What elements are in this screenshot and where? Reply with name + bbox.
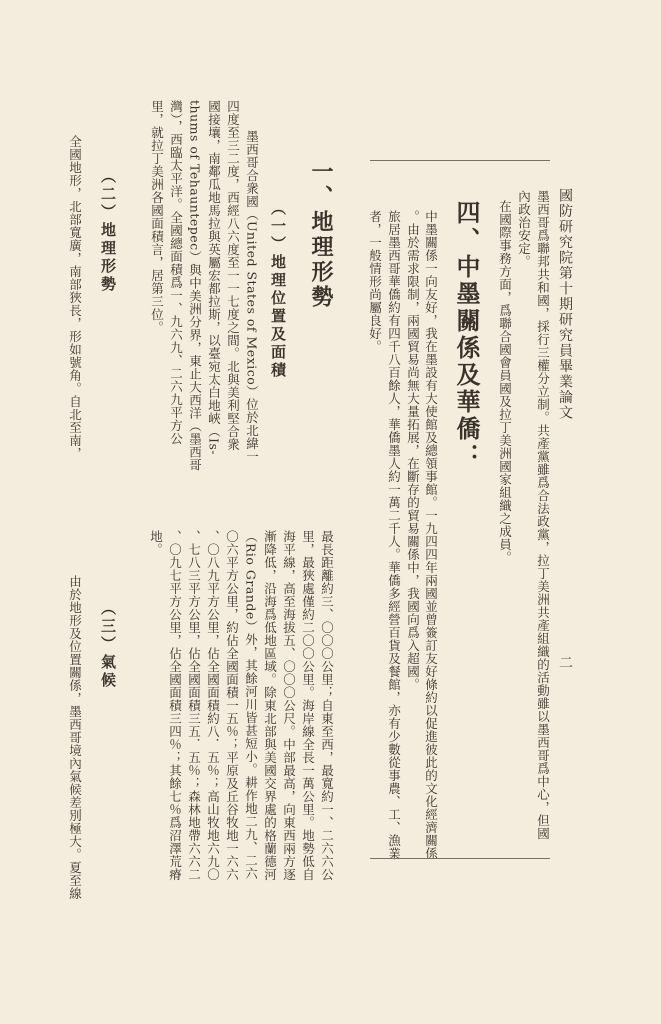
upper-text-column: 旅居墨西哥華僑約有四千八百餘人，華僑墨人約一萬二千人。華僑多經營百貨及餐館，亦有少數從事農、工、漁業 xyxy=(386,210,402,860)
body-text-column: 地。 xyxy=(148,530,164,556)
subheading-climate: （三）氣候 xyxy=(99,600,117,690)
header-rule xyxy=(370,160,550,161)
body-text-column: 四度至三二度，西經八六度至一一七度之間。北與美利堅合衆 xyxy=(225,100,241,451)
body-text-column: （Rio Grande）外，其餘河川皆甚短小。耕作地二九、二六 xyxy=(243,530,259,880)
running-title: 國防研究院第十期研究員畢業論文 xyxy=(557,188,573,421)
body-text-column: 由於地形及位置關係，墨西哥境內氣候差別極大。夏至線 xyxy=(67,575,83,900)
body-text-column: 、七八三平方公里，佔全國面積三五．五％；森林地帶六六二 xyxy=(186,530,202,881)
page-number: 二 xyxy=(557,655,573,669)
footer-rule xyxy=(370,858,550,859)
upper-text-column: 。由於需求限制，兩國貿易尚無大量拓展，在斷存的貿易關係中，我國向爲入超國。 xyxy=(405,210,421,691)
body-text-column: 里，最狹處僅約二〇〇公里。海岸線全長一萬公里。地勢低自 xyxy=(300,530,316,881)
body-text-column: 〇六平方公里，約佔全國面積一五％；平原及丘谷牧地一六六 xyxy=(224,530,240,881)
upper-text-column: 中墨關係一向友好，我在墨設有大使館及總領事館。一九四四年兩國並曾簽訂友好條約以促進彼此的文化經濟關係 xyxy=(423,210,439,860)
section-heading-geography: 一、地理形勢 xyxy=(308,160,334,310)
body-text-column: 灣），西臨太平洋。全國總面積爲一、九六九、二六九平方公 xyxy=(168,100,184,445)
upper-text-column: 內政治安定。 xyxy=(516,190,532,268)
body-text-column: 里，就拉丁美洲各國面積言，居第三位。 xyxy=(149,100,165,334)
body-text-column: 海平線，高至海拔五、〇〇〇公尺。中部最高，向東西兩方逐 xyxy=(281,530,297,881)
body-text-column: 、〇九七平方公里，佔全國面積三四％；其餘七％爲沼澤荒瘠 xyxy=(167,530,183,881)
upper-text-column: 在國際事務方面，爲聯合國會員國及拉丁美洲國家組織之成員。 xyxy=(497,200,513,564)
upper-text-column: 者，一般情形尚屬良好。 xyxy=(367,210,383,353)
body-text-column: 墨西哥合衆國（United States of Mexico）位於北緯一 xyxy=(244,130,260,464)
body-text-column: thums of Tehauntepec）與中美洲分界，東止大西洋（墨西哥 xyxy=(187,100,203,472)
body-text-column: 漸降低，沿海爲低地區域。除東北部與美國交界處的格蘭德河 xyxy=(262,530,278,881)
body-text-column: 最長距離約三、〇〇〇公里；自東至西，最寬約一、二六六公 xyxy=(319,530,335,881)
subheading-location-area: （一）地理位置及面積 xyxy=(269,200,287,380)
body-text-column: 國接壤，南鄰瓜地馬拉與英屬宏都拉斯，以臺宛太白地峽（Is- xyxy=(206,100,222,456)
body-text-column: 、〇八九平方公里，佔全國面積約八．五％；高山牧地六九〇 xyxy=(205,530,221,881)
section-heading-sino-mexican: 四、中墨關係及華僑： xyxy=(452,200,481,470)
subheading-terrain: （二）地理形勢 xyxy=(99,168,117,294)
body-text-column: 全國地形，北部寬廣，南部狹長，形如號角。自北至南， xyxy=(67,135,83,460)
upper-text-column: 墨西哥爲聯邦共和國，採行三權分立制。共產黨雖爲合法政黨，拉丁美洲共產組織的活動雖以墨西哥爲中心，但國 xyxy=(535,190,551,840)
